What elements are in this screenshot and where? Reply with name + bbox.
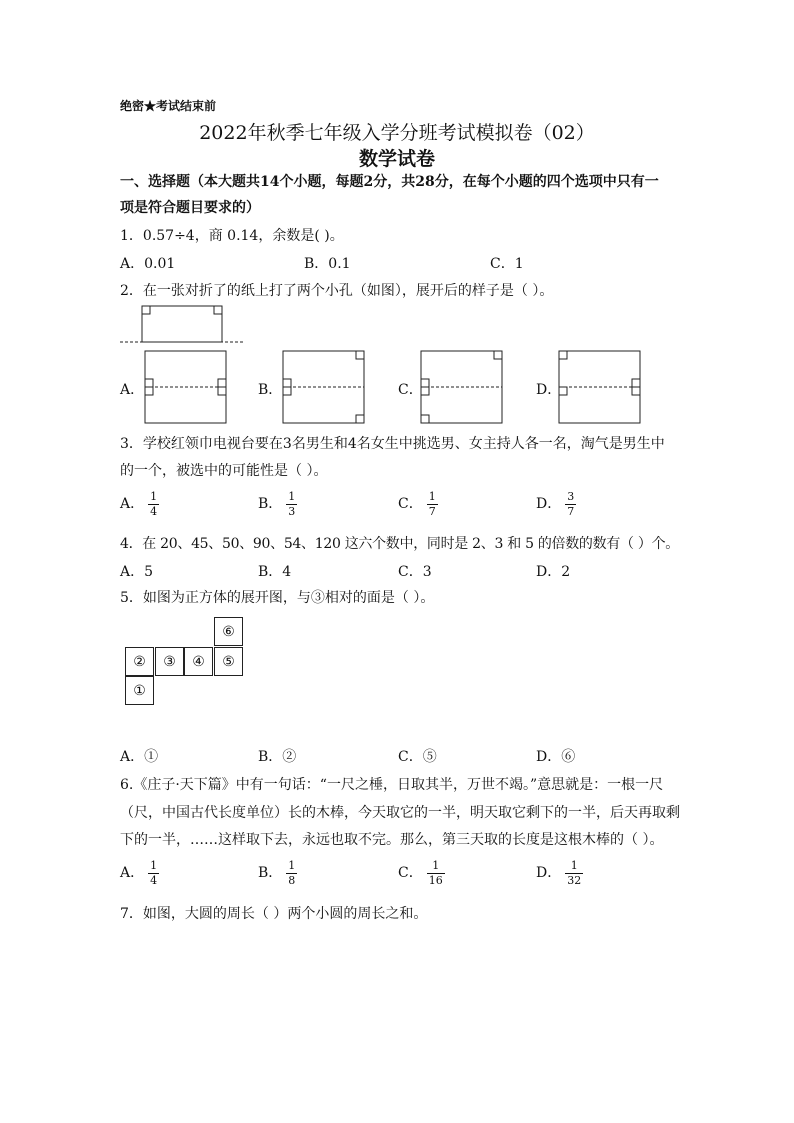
net-face-3: ③ xyxy=(155,647,184,676)
q3-option-b xyxy=(258,491,297,517)
net-face-4: ④ xyxy=(184,647,213,676)
question-6-stem-line1: 6.《庄子·天下篇》中有一句话：“一尺之棰，日取其半，万世不竭。”意思就是：一根一尺 xyxy=(120,777,664,793)
q2-figure-c xyxy=(421,351,502,423)
question-4-stem: 4．在 20、45、50、90、54、120 这六个数中，同时是 2、3 和 5 的倍数的数有（ ）个。 xyxy=(120,536,679,552)
q4-option-b: B．4 xyxy=(258,564,292,580)
q3-option-a-fraction xyxy=(148,491,159,517)
denominator: 32 xyxy=(567,874,582,887)
q6-option-d-fraction xyxy=(565,860,583,886)
net-face-1: ① xyxy=(125,676,154,705)
exam-subtitle: 数学试卷 xyxy=(358,148,435,170)
numerator: 3 xyxy=(567,490,575,503)
q3-option-b-label: B． xyxy=(258,496,283,512)
section-heading-line1: 一、选择题（本大题共14个小题，每题2分，共28分，在每个小题的四个选项中只有一 xyxy=(120,174,659,190)
q6-option-c-label: C． xyxy=(398,865,423,881)
denominator: 3 xyxy=(288,505,296,518)
q2-option-d: D． xyxy=(536,382,562,398)
q3-option-c xyxy=(398,491,438,517)
q6-option-d xyxy=(536,860,583,886)
q2-figure-d xyxy=(559,351,640,423)
numerator: 1 xyxy=(288,859,296,872)
denominator: 7 xyxy=(567,505,575,518)
q4-option-c: C．3 xyxy=(398,564,432,580)
q3-option-c-label: C． xyxy=(398,496,423,512)
q3-option-d-fraction xyxy=(565,491,576,517)
question-6-stem-line2: （尺，中国古代长度单位）长的木棒，今天取它的一半，明天取它剩下的一半，后天再取剩 xyxy=(120,805,680,821)
q1-option-b: B．0.1 xyxy=(304,256,351,272)
q2-figure-a xyxy=(145,351,226,423)
question-3-stem-line1: 3．学校红领巾电视台要在3名男生和4名女生中挑选男、女主持人各一名，淘气是男生中 xyxy=(120,436,665,452)
q3-option-a xyxy=(120,491,159,517)
q5-option-c: C．⑤ xyxy=(398,749,437,765)
numerator: 1 xyxy=(428,490,436,503)
question-6-stem-line3: 下的一半，……这样取下去，永远也取不完。那么，第三天取的长度是这根木棒的（ ）。 xyxy=(120,832,664,848)
q6-option-a-label: A． xyxy=(120,865,145,881)
numerator: 1 xyxy=(150,490,158,503)
denominator: 4 xyxy=(150,505,158,518)
q1-option-a: A．0.01 xyxy=(120,256,176,272)
q6-option-b-label: B． xyxy=(258,865,283,881)
q3-option-d-label: D． xyxy=(536,496,562,512)
q2-option-a: A． xyxy=(120,382,145,398)
q6-option-b xyxy=(258,860,297,886)
q3-option-d xyxy=(536,491,576,517)
numerator: 1 xyxy=(570,859,578,872)
q2-option-c: C． xyxy=(398,382,423,398)
section-heading-line2: 项是符合题目要求的） xyxy=(120,200,260,216)
q5-option-b: B．② xyxy=(258,749,297,765)
numerator: 1 xyxy=(288,490,296,503)
q1-option-c: C．1 xyxy=(490,256,524,272)
question-7-stem: 7．如图，大圆的周长（ ）两个小圆的周长之和。 xyxy=(120,906,428,922)
question-2-stem: 2．在一张对折了的纸上打了两个小孔（如图），展开后的样子是（ ）。 xyxy=(120,283,554,299)
q3-option-a-label: A． xyxy=(120,496,145,512)
denominator: 4 xyxy=(150,874,158,887)
q6-option-c-fraction xyxy=(427,860,445,886)
q6-option-b-fraction xyxy=(286,860,297,886)
q2-option-b: B． xyxy=(258,382,283,398)
denominator: 7 xyxy=(428,505,436,518)
q5-option-d: D．⑥ xyxy=(536,749,576,765)
numerator: 1 xyxy=(432,859,440,872)
q6-option-d-label: D． xyxy=(536,865,562,881)
q3-option-c-fraction xyxy=(427,491,438,517)
q3-option-b-fraction xyxy=(286,491,297,517)
confidential-mark: 绝密★考试结束前 xyxy=(120,99,217,113)
q4-option-a: A．5 xyxy=(120,564,154,580)
net-face-2: ② xyxy=(125,647,154,676)
question-5-stem: 5．如图为正方体的展开图，与③相对的面是（ ）。 xyxy=(120,590,435,606)
q6-option-c xyxy=(398,860,445,886)
question-1-stem: 1．0.57÷4，商 0.14，余数是( )。 xyxy=(120,228,344,244)
exam-title: 2022年秋季七年级入学分班考试模拟卷（02） xyxy=(199,122,595,144)
denominator: 8 xyxy=(288,874,296,887)
denominator: 16 xyxy=(428,874,443,887)
q4-option-d: D．2 xyxy=(536,564,571,580)
q6-option-a xyxy=(120,860,159,886)
q6-option-a-fraction xyxy=(148,860,159,886)
question-3-stem-line2: 的一个，被选中的可能性是（ ）。 xyxy=(120,463,328,479)
q2-figure-b xyxy=(283,351,364,423)
net-face-6: ⑥ xyxy=(214,617,243,646)
numerator: 1 xyxy=(150,859,158,872)
net-face-5: ⑤ xyxy=(214,647,243,676)
q5-option-a: A．① xyxy=(120,749,159,765)
